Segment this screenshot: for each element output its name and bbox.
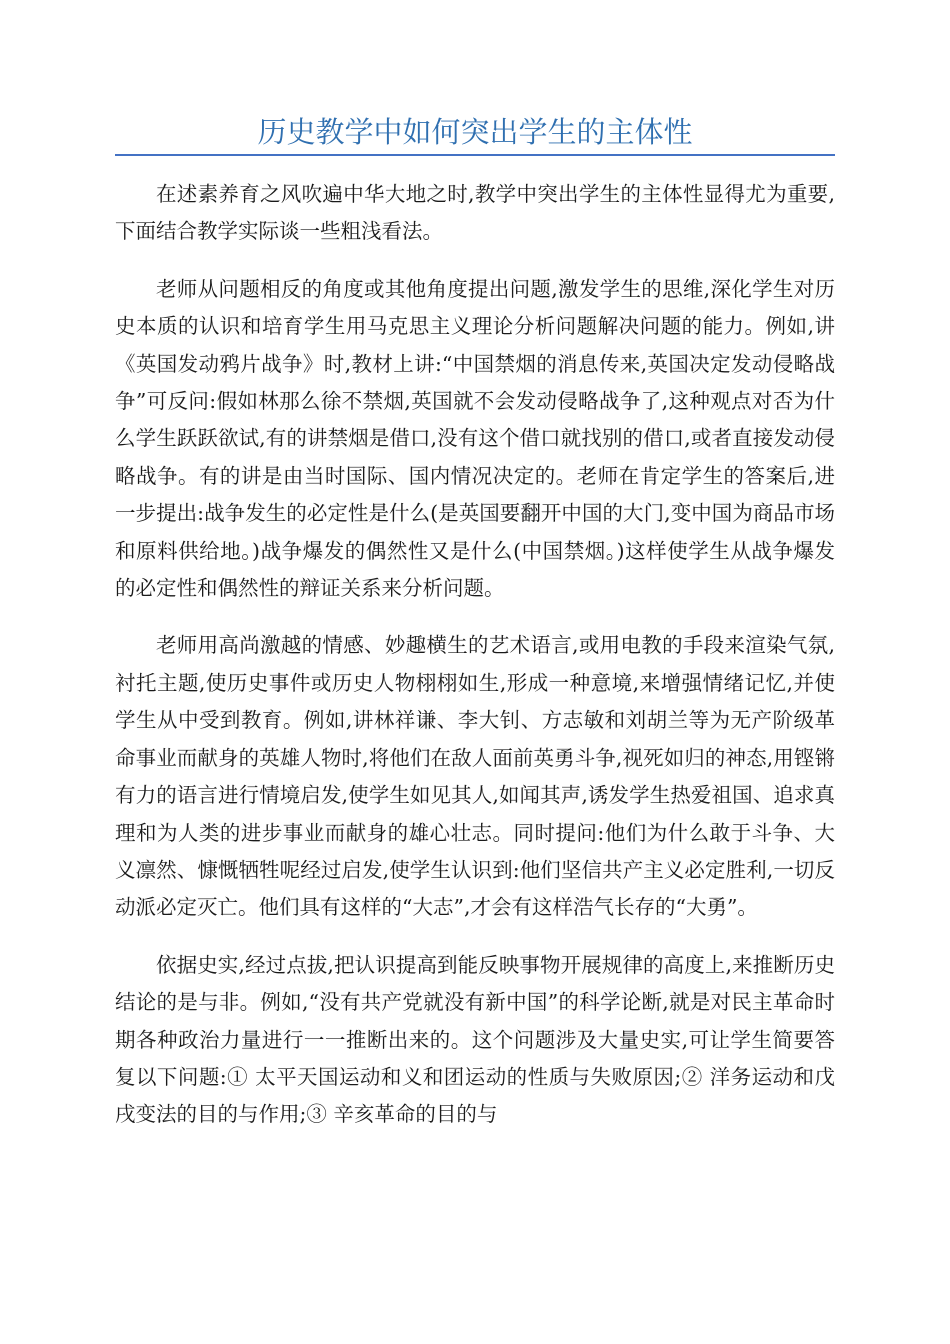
paragraph-questioning: 老师从问题相反的角度或其他角度提出问题,激发学生的思维,深化学生对历史本质的认识和培育学生用马克思主义理论分析问题解决问题的能力。例如,讲《英国发动鸦片战争》时,教材上讲:“中国禁烟的消息传来,英国决定发动侵略战争”可反问:假如林那么徐不禁烟,英国就不会发动侵略战争了,这种观点对否为什么学生跃跃欲试,有的讲禁烟是借口,没有这个借口就找别的借口,或者直接发动侵略战争。有的讲是由当时国际、国内情况决定的。老师在肯定学生的答案后,进一步提出:战争发生的必定性是什么(是英国要翻开中国的大门,变中国为商品市场和原料供给地。)战争爆发的偶然性又是什么(中国禁烟。)这样使学生从战争爆发的必定性和偶然性的辩证关系来分析问题。 (115, 276, 835, 601)
paragraph-emotion: 老师用高尚激越的情感、妙趣横生的艺术语言,或用电教的手段来渲染气氛,衬托主题,使历史事件或历史人物栩栩如生,形成一种意境,来增强情绪记忆,并使学生从中受到教育。例如,讲林祥谦、李大钊、方志敏和刘胡兰等为无产阶级革命事业而献身的英雄人物时,将他们在敌人面前英勇斗争,视死如归的神态,用铿锵有力的语言进行情境启发,使学生如见其人,如闻其声,诱发学生热爱祖国、追求真理和为人类的进步事业而献身的雄心壮志。同时提问:他们为什么敢于斗争、大义凛然、慷慨牺牲呢经过启发,使学生认识到:他们坚信共产主义必定胜利,一切反动派必定灭亡。他们具有这样的“大志”,才会有这样浩气长存的“大勇”。 (115, 633, 835, 920)
paragraph-reasoning: 依据史实,经过点拔,把认识提高到能反映事物开展规律的高度上,来推断历史结论的是与非。例如,“没有共产党就没有新中国”的科学论断,就是对民主革命时期各种政治力量进行一一推断出来的。这个问题涉及大量史实,可让学生简要答复以下问题:① 太平天国运动和义和团运动的性质与失败原因;② 洋务运动和戊戌变法的目的与作用;③ 辛亥革命的目的与 (115, 952, 835, 1127)
paragraph-intro: 在述素养育之风吹遍中华大地之时,教学中突出学生的主体性显得尤为重要,下面结合教学实际谈一些粗浅看法。 (115, 182, 835, 244)
document-title: 历史教学中如何突出学生的主体性 (257, 115, 693, 149)
title-underline (115, 154, 835, 156)
document-body (115, 176, 835, 1154)
